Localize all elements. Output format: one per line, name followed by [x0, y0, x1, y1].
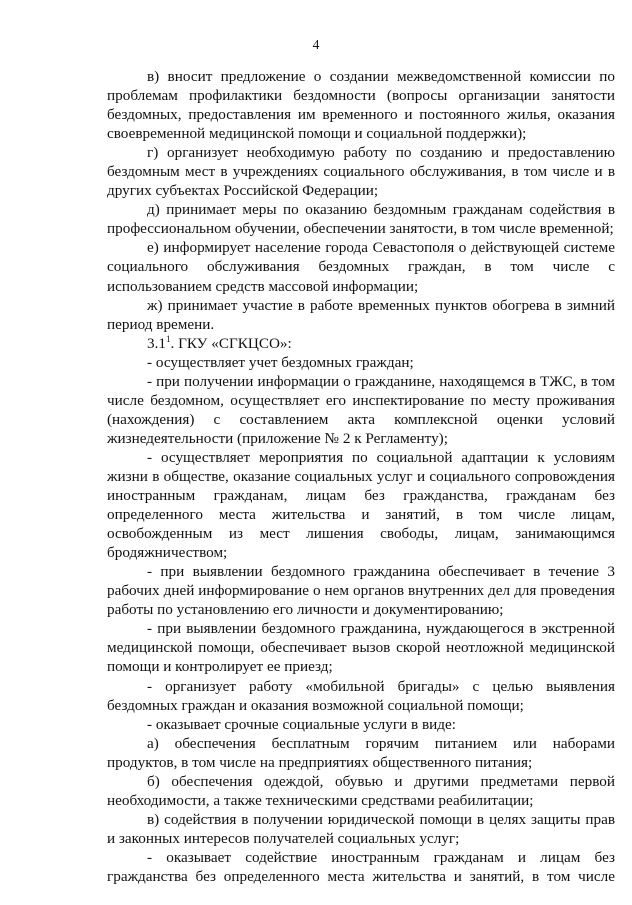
- list-item: а) обеспечения бесплатным горячим питанием или наборами продуктов, в том числе на предприятиях общественного питания;: [107, 734, 615, 771]
- section-suffix: . ГКУ «СГКЦСО»:: [170, 334, 292, 352]
- paragraph-v: в) вносит предложение о создании межведомственной комиссии по проблемам профилактики бездомности (вопросы организации занятости бездомных, предоставления им временного и постоянного жилья, оказания своевременной медицинской помощи и социальной поддержки);: [107, 68, 615, 143]
- list-item: - при выявлении бездомного гражданина, нуждающегося в экстренной медицинской помощи, обеспечивает вызов скорой неотложной медицинской помощи и контролирует ее приезд;: [107, 620, 615, 676]
- list-item: - осуществляет мероприятия по социальной адаптации к условиям жизни в обществе, оказание социальных услуг и социального сопровождения иностранным гражданам, лицам без гражданства, гражданам без определенного места жительства и занятий, в том числе лицам, освобожденным из мест лишения свободы, лицам, занимающимся бродяжничеством;: [107, 448, 615, 562]
- list-item: - при выявлении бездомного гражданина обеспечивает в течение 3 рабочих дней информирование о нем органов внутренних дел для проведения работы по установлению его личности и документированию;: [107, 563, 615, 619]
- document-body: [107, 67, 615, 886]
- list-item: - осуществляет учет бездомных граждан;: [147, 353, 414, 371]
- section-prefix: 3.1: [147, 334, 166, 352]
- list-item: - организует работу «мобильной бригады» с целью выявления бездомных граждан и оказания возможной социальной помощи;: [107, 677, 615, 714]
- list-item: - при получении информации о гражданине, находящемся в ТЖС, в том числе бездомном, осуществляет его инспектирование по месту проживания (нахождения) с составлением акта комплексной оценки условий жизнедеятельности (приложение № 2 к Регламенту);: [107, 372, 615, 447]
- list-item: - оказывает содействие иностранным гражданам и лицам без гражданства без определенного места жительства и занятий, в том числе: [107, 848, 615, 885]
- paragraph-e: е) информирует население города Севастополя о действующей системе социального обслуживания бездомных граждан, в том числе с использованием средств массовой информации;: [107, 239, 615, 295]
- list-item: - оказывает срочные социальные услуги в виде:: [147, 715, 456, 733]
- paragraph-d: д) принимает меры по оказанию бездомным гражданам содействия в профессиональном обучении, обеспечении занятости, в том числе временной;: [107, 201, 615, 238]
- section-superscript: 1: [165, 333, 171, 344]
- page-number: 4: [312, 37, 320, 52]
- list-item: в) содействия в получении юридической помощи в целях защиты прав и законных интересов получателей социальных услуг;: [107, 810, 615, 847]
- list-item: б) обеспечения одеждой, обувью и другими предметами первой необходимости, а также техническими средствами реабилитации;: [107, 772, 615, 809]
- section-heading: [107, 334, 615, 353]
- paragraph-g: г) организует необходимую работу по созданию и предоставлению бездомным мест в учреждениях социального обслуживания, в том числе и в других субъектах Российской Федерации;: [107, 144, 615, 200]
- paragraph-zh: ж) принимает участие в работе временных пунктов обогрева в зимний период времени.: [107, 296, 615, 333]
